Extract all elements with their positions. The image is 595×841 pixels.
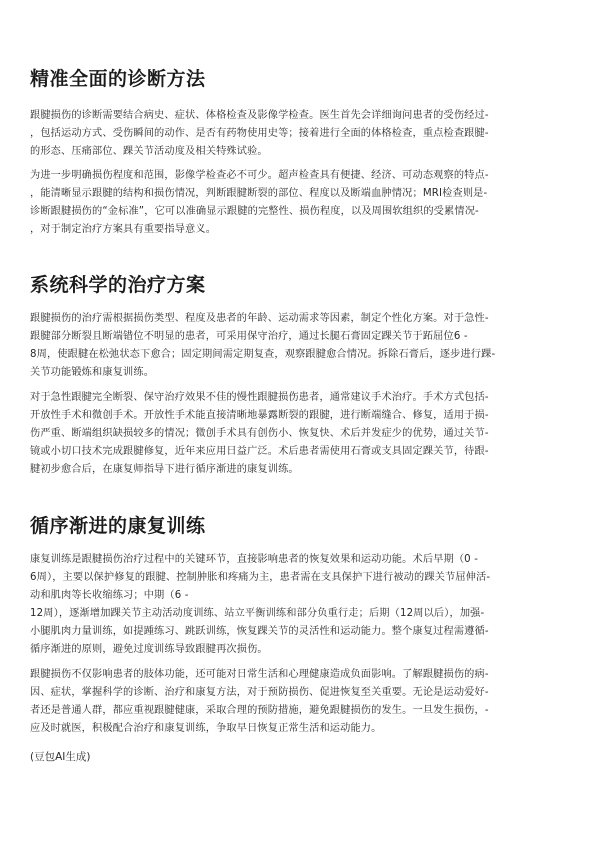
text-line: 对于急性跟腱完全断裂、保守治疗效果不佳的慢性跟腱损伤患者，通常建议手术治疗。手术方式包括- bbox=[30, 392, 489, 403]
text-line: 小腿肌肉力量训练，如提踵练习、跳跃训练，恢复踝关节的灵活性和运动能力。整个康复过程需遵循- bbox=[30, 626, 489, 637]
text-line: 伤严重、断端组织缺损较多的情况；微创手术具有创伤小、恢复快、术后并发症少的优势，通过关节- bbox=[30, 428, 489, 439]
text-line: 康复训练是跟腱损伤治疗过程中的关键环节，直接影响患者的恢复效果和运动功能。术后早期（0 - bbox=[30, 554, 479, 565]
text-line: 的形态、压痛部位、踝关节活动度及相关特殊试验。 bbox=[30, 146, 268, 157]
text-line: 应及时就医，积极配合治疗和康复训练，争取早日恢复正常生活和运动能力。 bbox=[30, 723, 382, 734]
section-heading-diagnosis: 精准全面的诊断方法 bbox=[30, 68, 206, 90]
text-line: ，能清晰显示跟腱的结构和损伤情况，判断跟腱断裂的部位、程度以及断端血肿情况；MRI检查则是- bbox=[30, 188, 488, 199]
text-line: 开放性手术和微创手术。开放性手术能直接清晰地暴露断裂的跟腱，进行断端缝合、修复，适用于损- bbox=[30, 410, 489, 421]
text-line: 循序渐进的原则，避免过度训练导致跟腱再次损伤。 bbox=[30, 644, 268, 655]
text-line: 跟腱损伤的治疗需根据损伤类型、程度及患者的年龄、运动需求等因素，制定个性化方案。对于急性- bbox=[30, 313, 489, 324]
ai-generated-note: (豆包AI生成) bbox=[30, 751, 91, 763]
paragraph bbox=[30, 167, 570, 239]
paragraph bbox=[30, 389, 570, 479]
text-line: 跟腱损伤的诊断需要结合病史、症状、体格检查及影像学检查。医生首先会详细询问患者的受伤经过- bbox=[30, 110, 489, 121]
paragraph bbox=[30, 551, 570, 659]
text-line: 者还是普通人群，都应重视跟腱健康，采取合理的预防措施，避免跟腱损伤的发生。一旦发生损伤，- bbox=[30, 705, 489, 716]
text-line: 腱初步愈合后，在康复师指导下进行循序渐进的康复训练。 bbox=[30, 464, 299, 475]
paragraph bbox=[30, 107, 570, 161]
text-line: 动和肌肉等长收缩练习；中期（6 - bbox=[30, 590, 189, 601]
text-line: 跟腱部分断裂且断端错位不明显的患者，可采用保守治疗，通过长腿石膏固定踝关节于跖屈位6 - bbox=[30, 331, 468, 342]
text-line: 12周），逐渐增加踝关节主动活动度训练、站立平衡训练和部分负重行走；后期（12周以后），加强- bbox=[30, 608, 485, 619]
paragraph bbox=[30, 666, 570, 738]
text-line: 跟腱损伤不仅影响患者的肢体功能，还可能对日常生活和心理健康造成负面影响。了解跟腱损伤的病- bbox=[30, 669, 489, 680]
text-line: 诊断跟腱损伤的“金标准”，它可以准确显示跟腱的完整性、损伤程度，以及周围软组织的受累情况- bbox=[30, 206, 479, 217]
paragraph bbox=[30, 310, 570, 382]
section-heading-rehabilitation: 循序渐进的康复训练 bbox=[30, 515, 206, 537]
text-line: 为进一步明确损伤程度和范围，影像学检查必不可少。超声检查具有便捷、经济、可动态观察的特点- bbox=[30, 170, 489, 181]
section-heading-treatment: 系统科学的治疗方案 bbox=[30, 274, 206, 296]
text-line: ，包括运动方式、受伤瞬间的动作、是否有药物使用史等；接着进行全面的体格检查，重点检查跟腱- bbox=[30, 128, 489, 139]
text-line: 镜或小切口技术完成跟腱修复，近年来应用日益广泛。术后患者需使用石膏或支具固定踝关节，待跟- bbox=[30, 446, 489, 457]
text-line: 8周，使跟腱在松弛状态下愈合；固定期间需定期复查，观察跟腱愈合情况。拆除石膏后，逐步进行踝- bbox=[30, 349, 496, 360]
text-line: 6周），主要以保护修复的跟腱、控制肿胀和疼痛为主，患者需在支具保护下进行被动的踝关节屈伸活- bbox=[30, 572, 491, 583]
text-line: ，对于制定治疗方案具有重要指导意义。 bbox=[30, 224, 217, 235]
text-line: 因、症状，掌握科学的诊断、治疗和康复方法，对于预防损伤、促进恢复至关重要。无论是运动爱好- bbox=[30, 687, 489, 698]
text-line: 关节功能锻炼和康复训练。 bbox=[30, 367, 155, 378]
